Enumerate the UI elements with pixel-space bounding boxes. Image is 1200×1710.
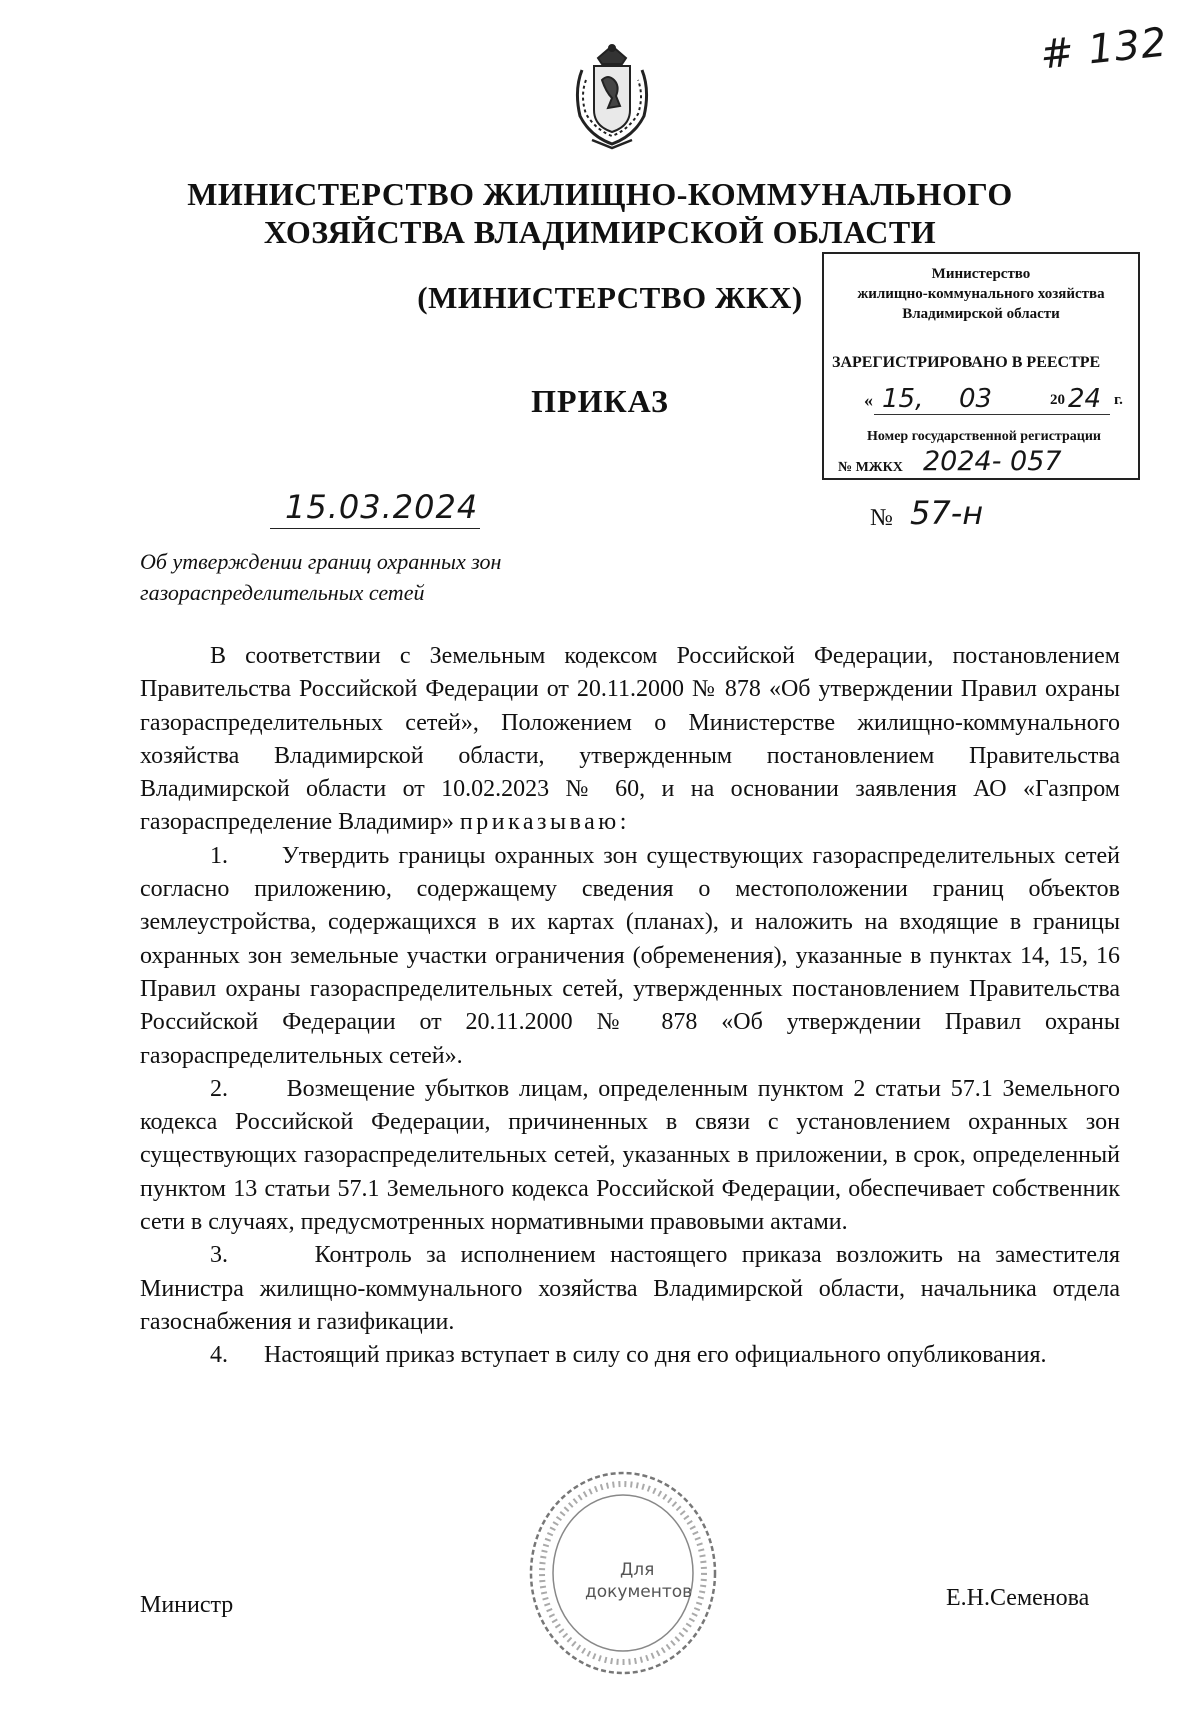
order-item-1 xyxy=(140,840,1120,1073)
decree-word: приказываю: xyxy=(459,809,630,836)
document-type-heading: ПРИКАЗ xyxy=(531,383,669,419)
registration-stamp xyxy=(822,252,1140,480)
ministry-short-name: (МИНИСТЕРСТВО ЖКХ) xyxy=(417,280,803,315)
preamble-text: В соответствии с Земельным кодексом Российской Федерации, постановлением Правительства Российской Федерации от 20.11.2000 № 878 «Об утверждении Правил охраны газораспределительных сетей», Положением о Министерстве жилищно-коммунального хозяйства Владимирской области, утвержденным постановлением Правительства Владимирской области от 10.02.2023 № 60, и на основании заявления АО «Газпром газораспределение Владимир» xyxy=(140,643,1120,836)
stamp-org-line-1: Министерство xyxy=(931,266,1031,282)
item-number: 2. xyxy=(210,1075,228,1102)
order-item-2 xyxy=(140,1073,1120,1239)
handwritten-corner-mark: # 132 xyxy=(1037,19,1170,79)
stamp-registered-label: ЗАРЕГИСТРИРОВАНО В РЕЕСТРЕ xyxy=(832,354,1101,371)
signer-name: Е.Н.Семенова xyxy=(946,1585,1090,1611)
stamp-date-day: 15, xyxy=(882,384,924,414)
stamp-date-open-quote: « xyxy=(864,390,873,410)
stamp-organization xyxy=(824,264,1138,324)
item-text: Возмещение убытков лицам, определенным пунктом 2 статьи 57.1 Земельного кодекса Российской Федерации, причиненных в связи с установлением охранных зон существующих газораспределительных сетей, указанных в приложении, в срок, определенный пунктом 13 статьи 57.1 Земельного кодекса Российской Федерации, обеспечивает собственник сети в случаях, предусмотренных нормативными правовыми актами. xyxy=(140,1075,1121,1236)
item-number: 4. xyxy=(210,1342,228,1369)
preamble-paragraph xyxy=(140,640,1120,840)
stamp-date-year-suffix: 24 xyxy=(1068,384,1102,414)
item-text: Настоящий приказ вступает в силу со дня его официального опубликования. xyxy=(264,1342,1047,1369)
order-body xyxy=(140,640,1120,1373)
item-number: 3. xyxy=(210,1242,228,1269)
order-number-value: 57-н xyxy=(910,494,984,532)
order-subject xyxy=(140,546,620,608)
order-date: 15.03.2024 xyxy=(285,488,479,526)
stamp-date-year-abbr: г. xyxy=(1114,392,1123,408)
order-subject-line-2: газораспределительных сетей xyxy=(140,580,425,605)
ministry-title xyxy=(160,175,1040,251)
stamp-org-line-2: жилищно-коммунального хозяйства xyxy=(857,286,1105,302)
signer-title: Министр xyxy=(140,1592,234,1618)
ministry-title-line-2: ХОЗЯЙСТВА ВЛАДИМИРСКОЙ ОБЛАСТИ xyxy=(263,214,937,250)
order-item-3 xyxy=(140,1239,1120,1339)
item-text: Контроль за исполнением настоящего приказа возложить на заместителя Министра жилищно-коммунального хозяйства Владимирской области, начальника отдела газоснабжения и газификации. xyxy=(140,1242,1121,1335)
stamp-registration-date xyxy=(864,384,1134,418)
stamp-state-registration-label: Номер государственной регистрации xyxy=(867,429,1101,444)
order-date-underline xyxy=(270,528,480,529)
order-subject-line-1: Об утверждении границ охранных зон xyxy=(140,549,502,574)
item-number: 1. xyxy=(210,842,228,869)
order-item-4 xyxy=(140,1339,1120,1372)
ministry-title-line-1: МИНИСТЕРСТВО ЖИЛИЩНО-КОММУНАЛЬНОГО xyxy=(187,176,1013,212)
stamp-org-line-3: Владимирской области xyxy=(902,306,1060,322)
stamp-date-underline xyxy=(874,414,1110,415)
order-number-label: № xyxy=(870,505,893,531)
seal-text-line-2: документов xyxy=(585,1582,693,1602)
stamp-date-year-prefix: 20 xyxy=(1050,392,1065,408)
seal-text-line-1: Для xyxy=(620,1560,655,1580)
item-text: Утвердить границы охранных зон существующих газораспределительных сетей согласно приложению, содержащему сведения о местоположении границ объектов землеустройства, содержащихся в их картах (планах), и наложить на входящие в границы охранных зон земельные участки ограничения (обременения), указанные в пунктах 14, 15, 16 Правил охраны газораспределительных сетей, утвержденных постановлением Правительства Российской Федерации от 20.11.2000 № 878 «Об утверждении Правил охраны газораспределительных сетей». xyxy=(140,842,1121,1069)
stamp-registration-number xyxy=(838,446,1138,478)
stamp-number-prefix: № МЖКХ xyxy=(838,460,903,475)
coat-of-arms-emblem xyxy=(568,40,656,150)
stamp-number-value: 2024- 057 xyxy=(923,446,1062,477)
stamp-date-month: 03 xyxy=(959,384,993,414)
